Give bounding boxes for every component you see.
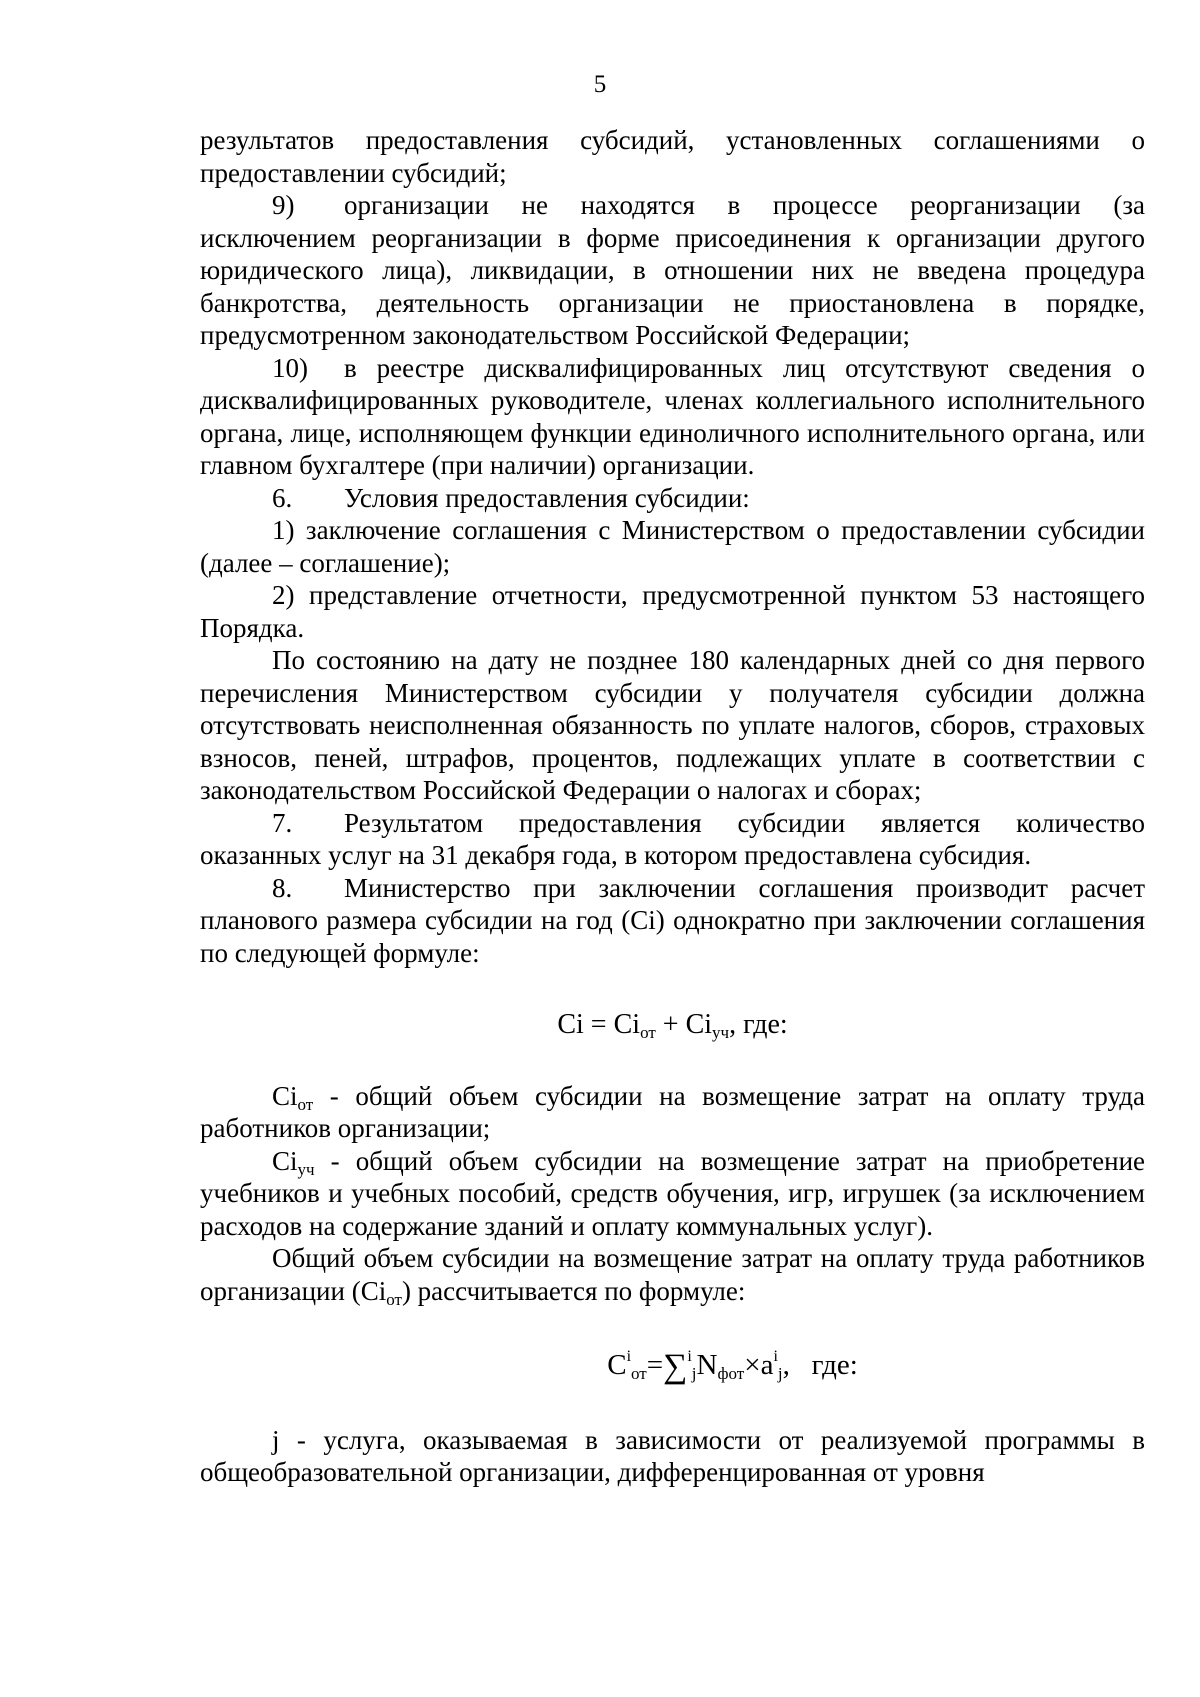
formula-tail: , где: xyxy=(729,1009,788,1040)
sigma-icon: ∑ xyxy=(663,1348,688,1385)
f2-sup-i: i xyxy=(626,1348,632,1365)
f2-n-sub: фот xyxy=(717,1364,745,1383)
item-number: 10) xyxy=(272,352,308,383)
f2-a-sub: j xyxy=(777,1364,783,1383)
def-subscript: уч xyxy=(297,1159,315,1179)
paragraph-6-2: 2) представление отчетности, предусмотренной пунктом 53 настоящего Порядка. xyxy=(200,580,1145,643)
f2-c: C xyxy=(607,1349,627,1381)
definition-ci-uch xyxy=(200,1145,1145,1243)
total-text-b: ) рассчитывается по формуле: xyxy=(401,1275,746,1306)
item-text: Результатом предоставления субсидии является количество оказанных услуг на 31 декабря года, в котором предоставлена субсидия. xyxy=(200,807,1145,870)
f2-times-a: ×a xyxy=(744,1349,774,1381)
paragraph-item-10 xyxy=(200,352,1145,482)
f2-equals: = xyxy=(646,1349,664,1381)
formula-equals: = xyxy=(583,1009,614,1040)
f2-a-sup: i xyxy=(773,1348,778,1365)
paragraph-6-1: 1) заключение соглашения с Министерством о предоставлении субсидии (далее – соглашение); xyxy=(200,515,1145,578)
paragraph-item-8 xyxy=(200,872,1145,970)
def-symbol: Ci xyxy=(272,1080,298,1111)
paragraph-total-labor xyxy=(200,1242,1145,1307)
item-number: 7. xyxy=(272,807,293,838)
def-subscript: от xyxy=(297,1094,314,1114)
item-text: Министерство при заключении соглашения производит расчет планового размера субсидии на год (Ci) однократно при заключении соглашения по следующей формуле: xyxy=(200,872,1145,968)
f2-tail: , где: xyxy=(782,1349,858,1381)
paragraph-item-7 xyxy=(200,807,1145,872)
document-body xyxy=(200,124,1145,1489)
item-text: организации не находятся в процессе реорганизации (за исключением реорганизации в форме присоединения к организации другого юридического лица), ликвидации, в отношении них не введена процедура банкротства, деятельность организации не приостановлена в порядке, предусмотренном законодательством Российской Федерации; xyxy=(200,190,1145,350)
item-number: 6. xyxy=(272,482,293,513)
f2-sub-ot: от xyxy=(631,1364,647,1383)
def-text: - общий объем субсидии на возмещение затрат на приобретение учебников и учебных пособий, средств обучения, игр, игрушек (за исключением расходов на содержание зданий и оплату коммунальных услуг). xyxy=(200,1145,1145,1241)
formula-ci-ot-symbol: Ci xyxy=(613,1009,641,1040)
f2-sigma-sub: j xyxy=(691,1364,697,1383)
total-text-a: Общий объем субсидии на возмещение затрат на оплату труда работников организации (Ci xyxy=(200,1243,1145,1306)
formula-subscript-ot: от xyxy=(640,1023,656,1042)
item-text: в реестре дисквалифицированных лиц отсутствуют сведения о дисквалифицированных руководителе, членах коллегиального исполнительного органа, лице, исполняющем функции единоличного исполнительного органа, или главном бухгалтере (при наличии) организации. xyxy=(200,352,1145,480)
formula-ci-ot xyxy=(200,1349,1145,1384)
paragraph-item-9 xyxy=(200,189,1145,352)
item-number: 8. xyxy=(272,872,293,903)
formula-ci-uch-symbol: Ci xyxy=(685,1009,713,1040)
def-symbol: Ci xyxy=(272,1145,298,1176)
definition-j: j - услуга, оказываемая в зависимости от реализуемой программы в общеобразовательной организации, дифференцированная от уровня xyxy=(200,1424,1145,1487)
f2-sigma-sup: i xyxy=(687,1348,692,1365)
page-number: 5 xyxy=(593,71,607,98)
def-text: - общий объем субсидии на возмещение затрат на оплату труда работников организации; xyxy=(200,1080,1145,1143)
item-text: Условия предоставления субсидии: xyxy=(344,482,750,513)
paragraph-continuation: результатов предоставления субсидий, установленных соглашениями о предоставлении субсидий; xyxy=(200,125,1145,188)
f2-n: N xyxy=(696,1349,718,1381)
paragraph-item-6 xyxy=(200,482,1145,515)
formula-ci xyxy=(200,1009,1145,1042)
paragraph-tax-state: По состоянию на дату не позднее 180 календарных дней со дня первого перечисления Министерством субсидии у получателя субсидии должна отсутствовать неисполненная обязанность по уплате налогов, сборов, страховых взносов, пеней, штрафов, процентов, подлежащих уплате в соответствии с законодательством Российской Федерации о налогах и сборах; xyxy=(200,645,1145,805)
formula-ci-symbol: Ci xyxy=(557,1009,584,1040)
formula-plus: + xyxy=(655,1009,686,1040)
definition-ci-ot xyxy=(200,1080,1145,1145)
item-number: 9) xyxy=(272,190,295,220)
total-subscript: от xyxy=(386,1289,402,1309)
formula-subscript-uch: уч xyxy=(712,1023,730,1042)
formula-ci-ot-expression xyxy=(607,1349,858,1384)
